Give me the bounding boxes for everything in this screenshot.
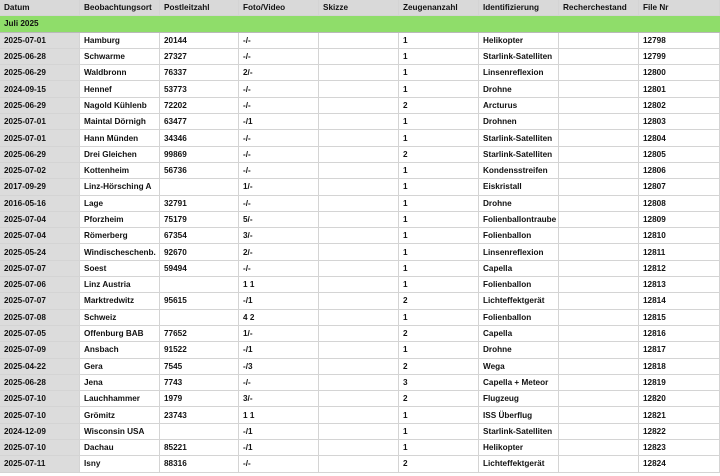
table-cell[interactable]: 12798 bbox=[639, 33, 720, 48]
table-cell[interactable] bbox=[559, 375, 639, 390]
table-row[interactable] bbox=[0, 440, 720, 456]
table-cell[interactable] bbox=[559, 424, 639, 439]
table-cell[interactable] bbox=[319, 65, 399, 80]
table-cell[interactable] bbox=[319, 228, 399, 243]
table-cell[interactable] bbox=[559, 244, 639, 259]
table-cell[interactable]: Maintal Dörnigh bbox=[80, 114, 160, 129]
table-cell[interactable]: 1 bbox=[399, 81, 479, 96]
table-cell[interactable]: 1 bbox=[399, 196, 479, 211]
table-cell[interactable]: Gera bbox=[80, 359, 160, 374]
table-cell[interactable]: 12819 bbox=[639, 375, 720, 390]
table-cell[interactable]: 3/- bbox=[239, 391, 319, 406]
table-cell[interactable] bbox=[160, 179, 239, 194]
table-row[interactable] bbox=[0, 310, 720, 326]
table-cell[interactable] bbox=[559, 293, 639, 308]
table-cell[interactable]: Hamburg bbox=[80, 33, 160, 48]
table-row[interactable] bbox=[0, 424, 720, 440]
table-cell[interactable]: 2024-12-09 bbox=[0, 424, 80, 439]
table-cell[interactable]: -/- bbox=[239, 261, 319, 276]
table-cell[interactable]: 3/- bbox=[239, 228, 319, 243]
table-cell[interactable]: Dachau bbox=[80, 440, 160, 455]
table-cell[interactable]: Linsenreflexion bbox=[479, 244, 559, 259]
table-row[interactable] bbox=[0, 212, 720, 228]
table-cell[interactable]: Eiskristall bbox=[479, 179, 559, 194]
column-header-0[interactable]: Datum bbox=[0, 0, 80, 15]
group-row[interactable] bbox=[0, 16, 720, 32]
table-cell[interactable] bbox=[559, 391, 639, 406]
table-cell[interactable]: 2025-07-01 bbox=[0, 114, 80, 129]
table-cell[interactable]: 2025-04-22 bbox=[0, 359, 80, 374]
table-cell[interactable]: 2025-07-04 bbox=[0, 212, 80, 227]
table-cell[interactable]: 2025-07-07 bbox=[0, 293, 80, 308]
table-row[interactable] bbox=[0, 114, 720, 130]
table-cell[interactable]: -/1 bbox=[239, 440, 319, 455]
table-cell[interactable] bbox=[559, 65, 639, 80]
table-cell[interactable] bbox=[160, 310, 239, 325]
table-cell[interactable]: Linsenreflexion bbox=[479, 65, 559, 80]
table-cell[interactable]: 7743 bbox=[160, 375, 239, 390]
table-cell[interactable]: ISS Überflug bbox=[479, 407, 559, 422]
table-cell[interactable]: -/3 bbox=[239, 359, 319, 374]
table-cell[interactable]: Drohnen bbox=[479, 114, 559, 129]
table-cell[interactable]: 2 bbox=[399, 98, 479, 113]
table-cell[interactable]: Wisconsin USA bbox=[80, 424, 160, 439]
table-cell[interactable]: Linz-Hörsching A bbox=[80, 179, 160, 194]
table-cell[interactable]: 1 bbox=[399, 65, 479, 80]
table-cell[interactable]: 2 bbox=[399, 293, 479, 308]
table-row[interactable] bbox=[0, 33, 720, 49]
table-cell[interactable] bbox=[559, 342, 639, 357]
table-cell[interactable]: 12801 bbox=[639, 81, 720, 96]
table-cell[interactable]: Folienballon bbox=[479, 228, 559, 243]
table-cell[interactable]: 12821 bbox=[639, 407, 720, 422]
table-cell[interactable] bbox=[559, 212, 639, 227]
table-cell[interactable] bbox=[559, 310, 639, 325]
table-body bbox=[0, 33, 720, 473]
table-row[interactable] bbox=[0, 293, 720, 309]
table-cell[interactable]: 1979 bbox=[160, 391, 239, 406]
table-cell[interactable]: 1/- bbox=[239, 179, 319, 194]
table-cell[interactable] bbox=[559, 49, 639, 64]
table-cell[interactable] bbox=[319, 114, 399, 129]
column-header-7[interactable]: Recherchestand bbox=[559, 0, 639, 15]
table-cell[interactable]: 12809 bbox=[639, 212, 720, 227]
table-cell[interactable]: 1 bbox=[399, 424, 479, 439]
table-cell[interactable]: 12808 bbox=[639, 196, 720, 211]
table-cell[interactable]: 12816 bbox=[639, 326, 720, 341]
table-cell[interactable]: -/1 bbox=[239, 342, 319, 357]
table-cell[interactable]: 95615 bbox=[160, 293, 239, 308]
table-cell[interactable]: 2025-07-11 bbox=[0, 456, 80, 471]
table-cell[interactable]: 2025-05-24 bbox=[0, 244, 80, 259]
table-cell[interactable]: 2016-05-16 bbox=[0, 196, 80, 211]
table-cell[interactable]: 2 bbox=[399, 456, 479, 471]
column-header-6[interactable]: Identifizierung bbox=[479, 0, 559, 15]
table-cell[interactable]: -/- bbox=[239, 196, 319, 211]
table-cell[interactable] bbox=[319, 375, 399, 390]
table-cell[interactable]: 12805 bbox=[639, 147, 720, 162]
table-cell[interactable]: 2024-09-15 bbox=[0, 81, 80, 96]
table-cell[interactable]: Flugzeug bbox=[479, 391, 559, 406]
table-cell[interactable]: 2025-06-28 bbox=[0, 49, 80, 64]
table-cell[interactable]: Lichteffektgerät bbox=[479, 293, 559, 308]
table-cell[interactable] bbox=[319, 293, 399, 308]
table-cell[interactable]: 85221 bbox=[160, 440, 239, 455]
table-cell[interactable]: 1 bbox=[399, 261, 479, 276]
table-row[interactable] bbox=[0, 277, 720, 293]
table-cell[interactable] bbox=[319, 407, 399, 422]
table-cell[interactable] bbox=[559, 81, 639, 96]
table-cell[interactable]: 27327 bbox=[160, 49, 239, 64]
table-cell[interactable]: Lichteffektgerät bbox=[479, 456, 559, 471]
table-cell[interactable] bbox=[559, 163, 639, 178]
table-row[interactable] bbox=[0, 81, 720, 97]
table-row[interactable] bbox=[0, 196, 720, 212]
table-cell[interactable]: Hennef bbox=[80, 81, 160, 96]
table-cell[interactable]: 12806 bbox=[639, 163, 720, 178]
table-cell[interactable]: Hann Münden bbox=[80, 130, 160, 145]
table-cell[interactable]: Offenburg BAB bbox=[80, 326, 160, 341]
table-cell[interactable]: Starlink-Satelliten bbox=[479, 49, 559, 64]
table-cell[interactable] bbox=[559, 98, 639, 113]
table-cell[interactable]: -/1 bbox=[239, 424, 319, 439]
table-cell[interactable]: 1 bbox=[399, 114, 479, 129]
table-cell[interactable]: 12815 bbox=[639, 310, 720, 325]
table-cell[interactable] bbox=[319, 49, 399, 64]
table-cell[interactable]: 2025-06-28 bbox=[0, 375, 80, 390]
table-cell[interactable]: 1 bbox=[399, 407, 479, 422]
table-cell[interactable]: 1 bbox=[399, 212, 479, 227]
table-cell[interactable] bbox=[319, 326, 399, 341]
table-cell[interactable]: Arcturus bbox=[479, 98, 559, 113]
table-cell[interactable]: 2017-09-29 bbox=[0, 179, 80, 194]
table-cell[interactable]: Wega bbox=[479, 359, 559, 374]
table-row[interactable] bbox=[0, 130, 720, 146]
table-cell[interactable]: 77652 bbox=[160, 326, 239, 341]
header-row bbox=[0, 0, 720, 16]
table-cell[interactable] bbox=[559, 261, 639, 276]
table-cell[interactable]: 2025-07-10 bbox=[0, 407, 80, 422]
table-row[interactable] bbox=[0, 261, 720, 277]
table-cell[interactable] bbox=[319, 424, 399, 439]
table-cell[interactable]: -/- bbox=[239, 375, 319, 390]
table-cell[interactable]: 12813 bbox=[639, 277, 720, 292]
table-cell[interactable]: 12812 bbox=[639, 261, 720, 276]
table-row[interactable] bbox=[0, 65, 720, 81]
column-header-4[interactable]: Skizze bbox=[319, 0, 399, 15]
table-cell[interactable]: 3 bbox=[399, 375, 479, 390]
table-cell[interactable]: Capella bbox=[479, 326, 559, 341]
table-cell[interactable]: 72202 bbox=[160, 98, 239, 113]
table-cell[interactable]: Drohne bbox=[479, 196, 559, 211]
table-cell[interactable] bbox=[319, 244, 399, 259]
group-label[interactable]: Juli 2025 bbox=[4, 19, 39, 29]
table-row[interactable] bbox=[0, 391, 720, 407]
table-row[interactable] bbox=[0, 407, 720, 423]
table-row[interactable] bbox=[0, 98, 720, 114]
table-cell[interactable]: Helikopter bbox=[479, 440, 559, 455]
table-cell[interactable]: 1 1 bbox=[239, 407, 319, 422]
table-cell[interactable] bbox=[319, 33, 399, 48]
table-cell[interactable]: 2025-07-01 bbox=[0, 130, 80, 145]
table-cell[interactable] bbox=[559, 359, 639, 374]
table-cell[interactable] bbox=[559, 228, 639, 243]
table-cell[interactable]: 1 bbox=[399, 49, 479, 64]
table-cell[interactable]: 32791 bbox=[160, 196, 239, 211]
table-cell[interactable]: 2025-07-10 bbox=[0, 391, 80, 406]
table-cell[interactable]: Kondensstreifen bbox=[479, 163, 559, 178]
table-cell[interactable]: 1 bbox=[399, 342, 479, 357]
table-cell[interactable]: -/1 bbox=[239, 293, 319, 308]
table-cell[interactable]: 2/- bbox=[239, 65, 319, 80]
table-cell[interactable] bbox=[319, 196, 399, 211]
table-cell[interactable]: 2025-07-09 bbox=[0, 342, 80, 357]
table-cell[interactable] bbox=[319, 391, 399, 406]
table-cell[interactable]: 12823 bbox=[639, 440, 720, 455]
table-row[interactable] bbox=[0, 342, 720, 358]
table-cell[interactable] bbox=[319, 261, 399, 276]
table-cell[interactable]: Lauchhammer bbox=[80, 391, 160, 406]
table-cell[interactable] bbox=[319, 147, 399, 162]
table-cell[interactable]: -/- bbox=[239, 130, 319, 145]
table-cell[interactable]: -/- bbox=[239, 456, 319, 471]
table-cell[interactable] bbox=[559, 326, 639, 341]
table-cell[interactable]: Starlink-Satelliten bbox=[479, 130, 559, 145]
table-cell[interactable]: Waldbronn bbox=[80, 65, 160, 80]
table-row[interactable] bbox=[0, 147, 720, 163]
table-cell[interactable]: 63477 bbox=[160, 114, 239, 129]
table-cell[interactable]: 12810 bbox=[639, 228, 720, 243]
table-row[interactable] bbox=[0, 359, 720, 375]
table-cell[interactable]: Kottenheim bbox=[80, 163, 160, 178]
table-cell[interactable]: -/- bbox=[239, 33, 319, 48]
table-cell[interactable]: Folienballon bbox=[479, 277, 559, 292]
table-cell[interactable]: 76337 bbox=[160, 65, 239, 80]
table-cell[interactable]: 1 bbox=[399, 130, 479, 145]
table-row[interactable] bbox=[0, 49, 720, 65]
table-cell[interactable] bbox=[160, 424, 239, 439]
table-cell[interactable]: 12800 bbox=[639, 65, 720, 80]
table-cell[interactable] bbox=[319, 212, 399, 227]
table-cell[interactable] bbox=[319, 456, 399, 471]
table-cell[interactable]: 12820 bbox=[639, 391, 720, 406]
table-cell[interactable]: Drohne bbox=[479, 342, 559, 357]
table-cell[interactable]: Römerberg bbox=[80, 228, 160, 243]
table-cell[interactable]: Ansbach bbox=[80, 342, 160, 357]
table-cell[interactable]: 92670 bbox=[160, 244, 239, 259]
table-cell[interactable]: -/- bbox=[239, 147, 319, 162]
table-cell[interactable]: 1 bbox=[399, 179, 479, 194]
table-cell[interactable] bbox=[559, 114, 639, 129]
table-cell[interactable]: 75179 bbox=[160, 212, 239, 227]
table-cell[interactable] bbox=[559, 440, 639, 455]
table-row[interactable] bbox=[0, 228, 720, 244]
table-cell[interactable]: 67354 bbox=[160, 228, 239, 243]
table-cell[interactable]: 2025-06-29 bbox=[0, 98, 80, 113]
table-cell[interactable]: 2/- bbox=[239, 244, 319, 259]
table-cell[interactable]: -/- bbox=[239, 81, 319, 96]
table-cell[interactable]: 5/- bbox=[239, 212, 319, 227]
table-cell[interactable]: 2 bbox=[399, 359, 479, 374]
table-cell[interactable]: 34346 bbox=[160, 130, 239, 145]
table-cell[interactable]: Helikopter bbox=[479, 33, 559, 48]
table-cell[interactable]: Jena bbox=[80, 375, 160, 390]
table-cell[interactable]: 12807 bbox=[639, 179, 720, 194]
table-cell[interactable]: Lage bbox=[80, 196, 160, 211]
table-cell[interactable] bbox=[319, 179, 399, 194]
table-cell[interactable]: 12822 bbox=[639, 424, 720, 439]
table-cell[interactable]: 99869 bbox=[160, 147, 239, 162]
table-cell[interactable] bbox=[559, 33, 639, 48]
table-cell[interactable]: 53773 bbox=[160, 81, 239, 96]
table-cell[interactable]: 1 bbox=[399, 244, 479, 259]
table-row[interactable] bbox=[0, 326, 720, 342]
table-cell[interactable]: 88316 bbox=[160, 456, 239, 471]
table-cell[interactable]: -/- bbox=[239, 98, 319, 113]
table-cell[interactable]: Drohne bbox=[479, 81, 559, 96]
table-cell[interactable]: 12818 bbox=[639, 359, 720, 374]
table-cell[interactable] bbox=[559, 456, 639, 471]
table-cell[interactable]: 12814 bbox=[639, 293, 720, 308]
table-cell[interactable]: Capella + Meteor bbox=[479, 375, 559, 390]
table-cell[interactable]: 2025-07-05 bbox=[0, 326, 80, 341]
table-cell[interactable]: 1 bbox=[399, 310, 479, 325]
table-cell[interactable]: 2025-07-01 bbox=[0, 33, 80, 48]
table-cell[interactable] bbox=[319, 342, 399, 357]
column-header-5[interactable]: Zeugenanzahl bbox=[399, 0, 479, 15]
table-cell[interactable]: 12803 bbox=[639, 114, 720, 129]
table-cell[interactable] bbox=[559, 179, 639, 194]
table-cell[interactable]: Starlink-Satelliten bbox=[479, 147, 559, 162]
table-cell[interactable] bbox=[559, 147, 639, 162]
table-cell[interactable]: Schweiz bbox=[80, 310, 160, 325]
table-cell[interactable]: 23743 bbox=[160, 407, 239, 422]
table-cell[interactable]: 12811 bbox=[639, 244, 720, 259]
table-cell[interactable] bbox=[319, 130, 399, 145]
table-cell[interactable]: 2025-07-10 bbox=[0, 440, 80, 455]
column-header-2[interactable]: Postleitzahl bbox=[160, 0, 239, 15]
table-cell[interactable]: Isny bbox=[80, 456, 160, 471]
table-cell[interactable]: -/- bbox=[239, 49, 319, 64]
table-cell[interactable]: 2 bbox=[399, 391, 479, 406]
table-cell[interactable]: -/- bbox=[239, 163, 319, 178]
table-cell[interactable]: 2025-06-29 bbox=[0, 147, 80, 162]
table-cell[interactable]: 12817 bbox=[639, 342, 720, 357]
table-cell[interactable] bbox=[559, 130, 639, 145]
column-header-1[interactable]: Beobachtungsort bbox=[80, 0, 160, 15]
table-cell[interactable] bbox=[319, 310, 399, 325]
table-cell[interactable] bbox=[319, 359, 399, 374]
table-cell[interactable]: 12799 bbox=[639, 49, 720, 64]
table-cell[interactable]: 1/- bbox=[239, 326, 319, 341]
table-cell[interactable] bbox=[559, 196, 639, 211]
table-cell[interactable] bbox=[319, 81, 399, 96]
table-cell[interactable]: Marktredwitz bbox=[80, 293, 160, 308]
table-cell[interactable] bbox=[160, 277, 239, 292]
table-cell[interactable]: Starlink-Satelliten bbox=[479, 424, 559, 439]
table-cell[interactable]: Soest bbox=[80, 261, 160, 276]
table-cell[interactable]: 1 bbox=[399, 228, 479, 243]
table-cell[interactable]: Capella bbox=[479, 261, 559, 276]
table-cell[interactable]: 2025-07-06 bbox=[0, 277, 80, 292]
table-cell[interactable]: 12802 bbox=[639, 98, 720, 113]
table-cell[interactable] bbox=[319, 277, 399, 292]
table-cell[interactable]: 12804 bbox=[639, 130, 720, 145]
table-cell[interactable]: Grömitz bbox=[80, 407, 160, 422]
table-cell[interactable] bbox=[319, 163, 399, 178]
table-cell[interactable]: 1 bbox=[399, 277, 479, 292]
table-cell[interactable]: 12824 bbox=[639, 456, 720, 471]
table-cell[interactable]: 59494 bbox=[160, 261, 239, 276]
table-cell[interactable]: 56736 bbox=[160, 163, 239, 178]
table-cell[interactable]: 2 bbox=[399, 147, 479, 162]
table-cell[interactable]: Linz Austria bbox=[80, 277, 160, 292]
table-cell[interactable]: 1 1 bbox=[239, 277, 319, 292]
table-row[interactable] bbox=[0, 179, 720, 195]
table-cell[interactable]: 1 bbox=[399, 163, 479, 178]
table-cell[interactable]: 91522 bbox=[160, 342, 239, 357]
table-cell[interactable]: 2025-06-29 bbox=[0, 65, 80, 80]
table-cell[interactable] bbox=[559, 277, 639, 292]
table-cell[interactable]: 2025-07-08 bbox=[0, 310, 80, 325]
table-cell[interactable] bbox=[319, 440, 399, 455]
table-cell[interactable]: 7545 bbox=[160, 359, 239, 374]
table-cell[interactable]: 1 bbox=[399, 440, 479, 455]
table-cell[interactable]: Drei Gleichen bbox=[80, 147, 160, 162]
table-cell[interactable]: -/1 bbox=[239, 114, 319, 129]
table-cell[interactable]: 2025-07-04 bbox=[0, 228, 80, 243]
column-header-8[interactable]: File Nr bbox=[639, 0, 720, 15]
table-cell[interactable]: Schwarme bbox=[80, 49, 160, 64]
table-cell[interactable]: 1 bbox=[399, 33, 479, 48]
table-row[interactable] bbox=[0, 244, 720, 260]
table-row[interactable] bbox=[0, 375, 720, 391]
table-cell[interactable]: Pforzheim bbox=[80, 212, 160, 227]
table-row[interactable] bbox=[0, 456, 720, 472]
table-cell[interactable]: Folienballontraube bbox=[479, 212, 559, 227]
table-cell[interactable]: 20144 bbox=[160, 33, 239, 48]
table-cell[interactable]: Folienballon bbox=[479, 310, 559, 325]
table-cell[interactable]: 2 bbox=[399, 326, 479, 341]
table-cell[interactable]: 2025-07-02 bbox=[0, 163, 80, 178]
table-cell[interactable] bbox=[319, 98, 399, 113]
table-row[interactable] bbox=[0, 163, 720, 179]
column-header-3[interactable]: Foto/Video bbox=[239, 0, 319, 15]
table-cell[interactable]: Nagold Kühlenb bbox=[80, 98, 160, 113]
table-cell[interactable]: 2025-07-07 bbox=[0, 261, 80, 276]
table-cell[interactable]: 4 2 bbox=[239, 310, 319, 325]
table-cell[interactable] bbox=[559, 407, 639, 422]
table-cell[interactable]: Windischeschenb. bbox=[80, 244, 160, 259]
